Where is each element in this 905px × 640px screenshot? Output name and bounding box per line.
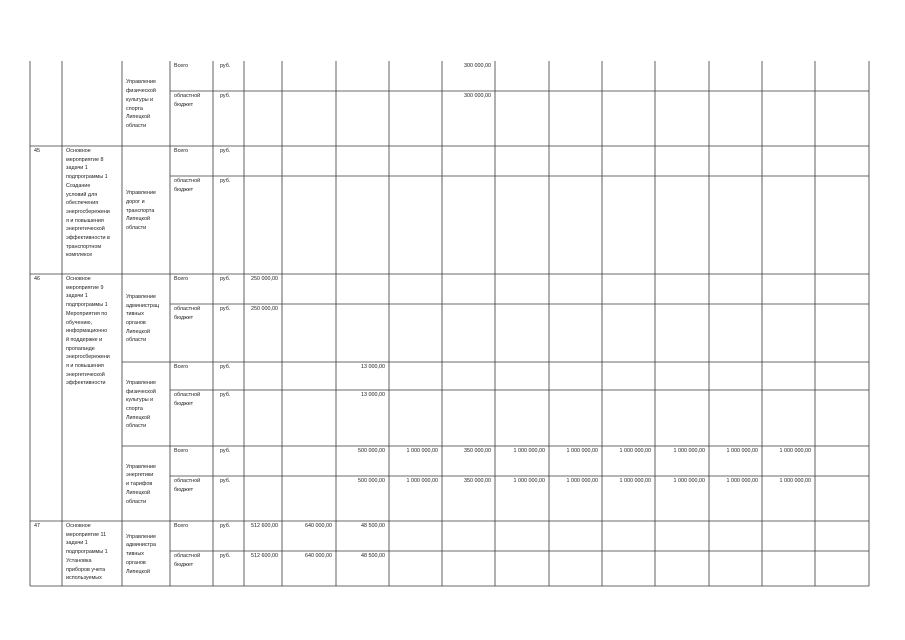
budget-value: 350 000,00 <box>464 478 491 484</box>
activity-text: пропаганде <box>66 345 95 352</box>
funding-source: областной <box>174 553 201 559</box>
executor-name: дорог и <box>126 198 145 205</box>
budget-value: 300 000,00 <box>464 63 491 69</box>
activity-text: я и повышения <box>66 363 104 369</box>
activity-text: эффективности <box>66 380 106 387</box>
funding-source: областной <box>174 392 201 398</box>
funding-source: Всего <box>174 448 189 454</box>
budget-value: 1 000 000,00 <box>673 478 705 484</box>
executor-name: Липецкой <box>126 328 150 335</box>
budget-value: 1 000 000,00 <box>779 448 811 454</box>
activity-text: подпрограммы 1 <box>66 174 108 181</box>
executor-name: области <box>126 225 147 232</box>
activity-text: подпрограммы 1 <box>66 549 108 556</box>
activity-text: Основное <box>66 523 91 529</box>
budget-value: 250 000,00 <box>251 306 278 312</box>
activity-text: обеспечения <box>66 200 99 207</box>
executor-name: области <box>126 498 147 505</box>
funding-source: Всего <box>174 63 189 69</box>
activity-text: информационно <box>66 328 108 335</box>
funding-source: бюджет <box>174 561 194 568</box>
funding-source: Всего <box>174 523 189 529</box>
budget-value: 350 000,00 <box>464 448 491 454</box>
activity-text: обучению, <box>66 319 92 326</box>
activity-text: мероприятие 9 <box>66 284 104 291</box>
executor-name: Липецкой <box>126 216 150 223</box>
unit-label: руб. <box>220 276 231 282</box>
row-number: 47 <box>34 523 40 529</box>
activity-text: энергосбережени <box>66 354 110 361</box>
funding-source: бюджет <box>174 101 194 108</box>
funding-source: областной <box>174 178 201 184</box>
activity-text: энергосбережени <box>66 208 110 215</box>
activity-text: эффективности в <box>66 235 110 241</box>
funding-source: Всего <box>174 148 189 154</box>
row-number: 46 <box>34 276 40 282</box>
budget-value: 500 000,00 <box>358 448 385 454</box>
executor-name: Управление <box>126 293 156 300</box>
executor-name: спорта <box>126 406 143 412</box>
activity-text: используемых <box>66 575 102 582</box>
budget-value: 13 000,00 <box>361 392 385 398</box>
activity-text: транспортном <box>66 243 102 250</box>
executor-name: Управление <box>126 379 156 386</box>
unit-label: руб. <box>220 148 231 154</box>
executor-name: органов <box>126 320 146 326</box>
executor-name: тивных <box>126 551 144 558</box>
budget-value: 1 000 000,00 <box>513 478 545 484</box>
funding-source: бюджет <box>174 486 194 493</box>
budget-value: 1 000 000,00 <box>566 478 598 484</box>
budget-value: 1 000 000,00 <box>406 478 438 484</box>
activity-text: энергетической <box>66 226 105 233</box>
budget-value: 512 600,00 <box>251 523 278 529</box>
funding-source: Всего <box>174 364 189 370</box>
activity-text: Мероприятия по <box>66 310 108 317</box>
unit-label: руб. <box>220 93 231 99</box>
activity-text: подпрограммы 1 <box>66 302 108 309</box>
budget-value: 250 000,00 <box>251 276 278 282</box>
funding-source: бюджет <box>174 400 194 407</box>
executor-name: области <box>126 337 147 344</box>
executor-name: Управление <box>126 533 156 540</box>
funding-source: бюджет <box>174 186 194 193</box>
unit-label: руб. <box>220 523 231 529</box>
activity-text: задачи 1 <box>66 540 88 547</box>
unit-label: руб. <box>220 306 231 312</box>
activity-text: приборов учета <box>66 566 106 573</box>
executor-name: Управление <box>126 463 156 470</box>
executor-name: органов <box>126 559 146 566</box>
row-number: 45 <box>34 148 40 154</box>
budget-value: 13 000,00 <box>361 364 385 370</box>
activity-text: задачи 1 <box>66 293 88 300</box>
budget-value: 48 500,00 <box>361 523 385 529</box>
executor-name: Липецкой <box>126 414 150 421</box>
activity-text: Основное <box>66 148 91 154</box>
executor-name: Управление <box>126 190 156 197</box>
executor-name: Управление <box>126 79 156 86</box>
funding-source: бюджет <box>174 314 194 321</box>
budget-value: 1 000 000,00 <box>619 478 651 484</box>
activity-text: мероприятие 11 <box>66 531 107 538</box>
activity-text: Создание <box>66 182 91 189</box>
funding-source: областной <box>174 478 201 484</box>
activity-text: комплексе <box>66 252 93 259</box>
executor-name: культуры и <box>126 96 154 103</box>
executor-name: физической <box>126 88 156 95</box>
budget-value: 1 000 000,00 <box>406 448 438 454</box>
unit-label: руб. <box>220 364 231 370</box>
executor-name: транспорта <box>126 207 155 214</box>
budget-value: 48 500,00 <box>361 553 385 559</box>
budget-value: 640 000,00 <box>305 553 332 559</box>
executor-name: области <box>126 423 147 430</box>
executor-name: физической <box>126 388 156 395</box>
budget-value: 1 000 000,00 <box>726 478 758 484</box>
executor-name: области <box>126 122 147 129</box>
activity-text: мероприятие 8 <box>66 156 104 163</box>
executor-name: энергетики <box>126 472 154 479</box>
funding-source: областной <box>174 93 201 99</box>
unit-label: руб. <box>220 478 231 484</box>
budget-value: 1 000 000,00 <box>726 448 758 454</box>
executor-name: культуры и <box>126 397 154 404</box>
executor-name: администра <box>126 542 157 549</box>
budget-value: 1 000 000,00 <box>619 448 651 454</box>
unit-label: руб. <box>220 448 231 454</box>
executor-name: Липецкой <box>126 114 150 121</box>
unit-label: руб. <box>220 553 231 559</box>
budget-value: 640 000,00 <box>305 523 332 529</box>
activity-text: условий для <box>66 191 98 198</box>
activity-text: й поддержке и <box>66 336 103 343</box>
executor-name: Липецкой <box>126 489 150 496</box>
executor-name: и тарифов <box>126 481 153 488</box>
activity-text: Установка <box>66 557 92 564</box>
budget-value: 300 000,00 <box>464 93 491 99</box>
budget-value: 1 000 000,00 <box>779 478 811 484</box>
activity-text: энергетической <box>66 371 105 378</box>
budget-value: 1 000 000,00 <box>673 448 705 454</box>
funding-source: областной <box>174 306 201 312</box>
executor-name: Липецкой <box>126 568 150 575</box>
funding-source: Всего <box>174 276 189 282</box>
executor-name: тивных <box>126 311 144 318</box>
unit-label: руб. <box>220 392 231 398</box>
budget-value: 1 000 000,00 <box>566 448 598 454</box>
unit-label: руб. <box>220 63 231 69</box>
budget-value: 512 600,00 <box>251 553 278 559</box>
activity-text: Основное <box>66 276 91 282</box>
executor-name: спорта <box>126 105 143 112</box>
activity-text: задачи 1 <box>66 165 88 172</box>
executor-name: администрац <box>126 302 160 309</box>
budget-value: 1 000 000,00 <box>513 448 545 454</box>
budget-value: 500 000,00 <box>358 478 385 484</box>
activity-text: я и повышения <box>66 217 104 224</box>
unit-label: руб. <box>220 178 231 184</box>
